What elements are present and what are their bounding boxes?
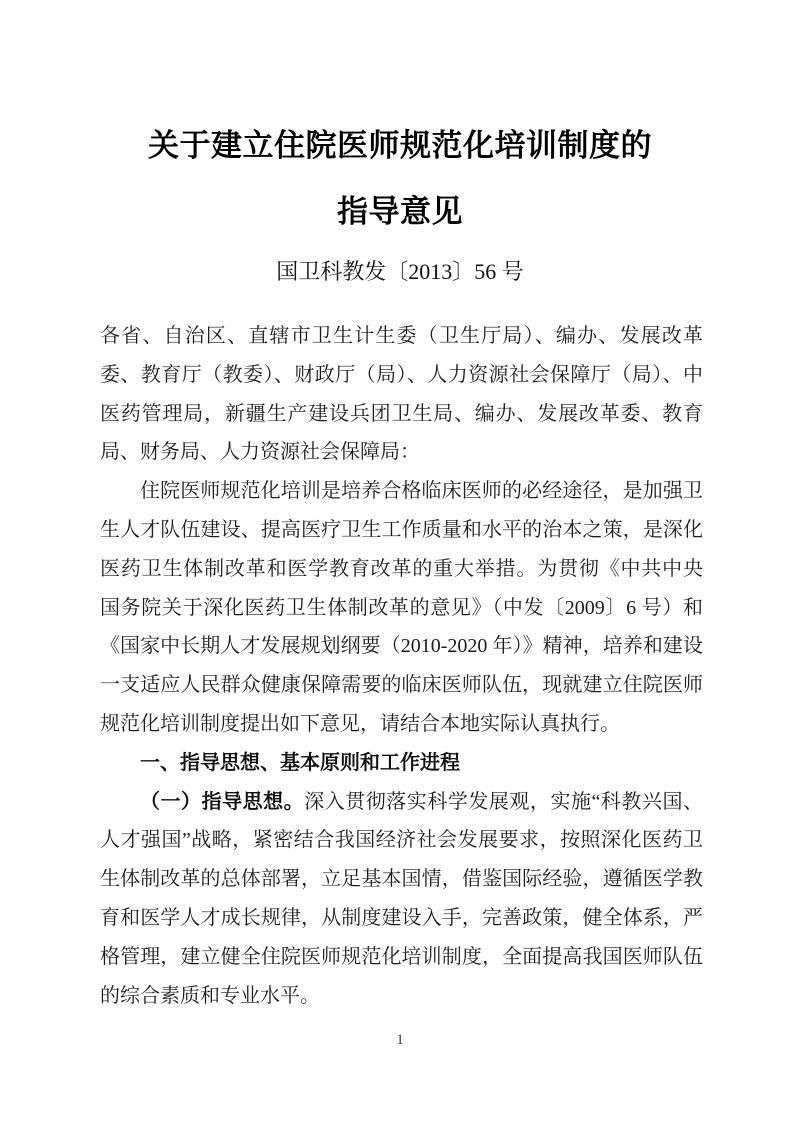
intro-paragraph: 住院医师规范化培训是培养合格临床医师的必经途径，是加强卫生人才队伍建设、提高医疗卫生工作质量和水平的治本之策，是深化医药卫生体制改革和医学教育改革的重大举措。为贯彻《中共中央 国务院关于深化医药卫生体制改革的意见》（中发〔2009〕6 号）和《国家中长期人才发展规划纲要（2010-2020 年）》精神，培养和建设一支适应人民群众健康保障需要的临床医师队伍，现就建立住院医师规范化培训制度提出如下意见，请结合本地实际认真执行。 [100, 480, 703, 735]
guiding-ideology-label: （一）指导思想。 [140, 790, 305, 813]
guiding-ideology-text: 深入贯彻落实科学发展观，实施“科教兴国、人才强国”战略，紧密结合我国经济社会发展要求，按照深化医药卫生体制改革的总体部署，立足基本国情，借鉴国际经验，遵循医学教育和医学人才成长规律，从制度建设入手，完善政策，健全体系，严格管理，建立健全住院医师规范化培训制度，全面提高我国医师队伍的综合素质和专业水平。 [100, 790, 703, 1007]
section-1-heading: 一、指导思想、基本原则和工作进程 [140, 751, 460, 774]
addressee-paragraph: 各省、自治区、直辖市卫生计生委（卫生厅局）、编办、发展改革委、教育厅（教委）、财政厅（局）、人力资源社会保障厅（局）、中医药管理局，新疆生产建设兵团卫生局、编办、发展改革委、教育局、财务局、人力资源社会保障局： [100, 325, 703, 464]
document-title-line-1: 关于建立住院医师规范化培训制度的 [148, 128, 652, 163]
document-title [0, 113, 800, 245]
document-title-line-2: 指导意见 [337, 194, 463, 229]
document-body [100, 317, 703, 1015]
page-number: 1 [396, 1032, 404, 1048]
guiding-ideology-paragraph [100, 783, 703, 1016]
document-number: 国卫科教发〔2013〕56 号 [276, 259, 524, 284]
